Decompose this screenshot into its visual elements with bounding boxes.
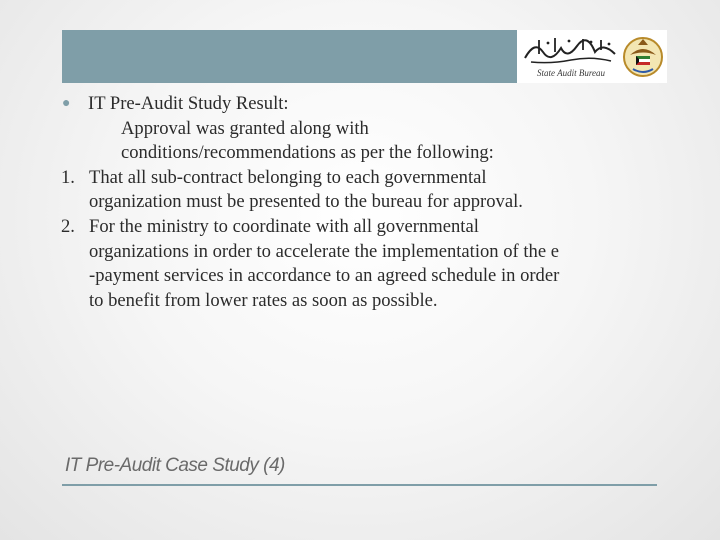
footer-divider bbox=[62, 484, 657, 486]
intro-paragraph bbox=[62, 117, 662, 166]
item-line: -payment services in accordance to an agreed schedule in order bbox=[89, 265, 560, 287]
numbered-item-1 bbox=[61, 166, 662, 215]
numbered-item-2 bbox=[61, 215, 662, 313]
bullet-heading: IT Pre-Audit Study Result: bbox=[88, 93, 289, 114]
arabic-calligraphy-logo-icon bbox=[521, 34, 619, 66]
item-line: That all sub-contract belonging to each governmental bbox=[89, 166, 487, 188]
intro-line: Approval was granted along with bbox=[121, 117, 369, 139]
item-line: For the ministry to coordinate with all governmental bbox=[89, 215, 479, 237]
intro-line: conditions/recommendations as per the following: bbox=[121, 142, 494, 164]
logo-caption: State Audit Bureau bbox=[537, 68, 605, 78]
item-line: to benefit from lower rates as soon as possible. bbox=[89, 289, 438, 311]
item-line: organization must be presented to the bureau for approval. bbox=[89, 191, 523, 213]
slide-content bbox=[62, 92, 662, 313]
logo-area bbox=[517, 30, 667, 83]
bullet-dot-icon: ● bbox=[62, 96, 71, 111]
kuwait-emblem-icon bbox=[621, 33, 665, 81]
bullet-item bbox=[62, 92, 662, 117]
slide-footer-title: IT Pre-Audit Case Study (4) bbox=[65, 455, 285, 476]
item-number: 2. bbox=[61, 215, 75, 237]
header-banner bbox=[62, 30, 517, 83]
item-number: 1. bbox=[61, 166, 75, 188]
item-line: organizations in order to accelerate the implementation of the e bbox=[89, 240, 559, 262]
